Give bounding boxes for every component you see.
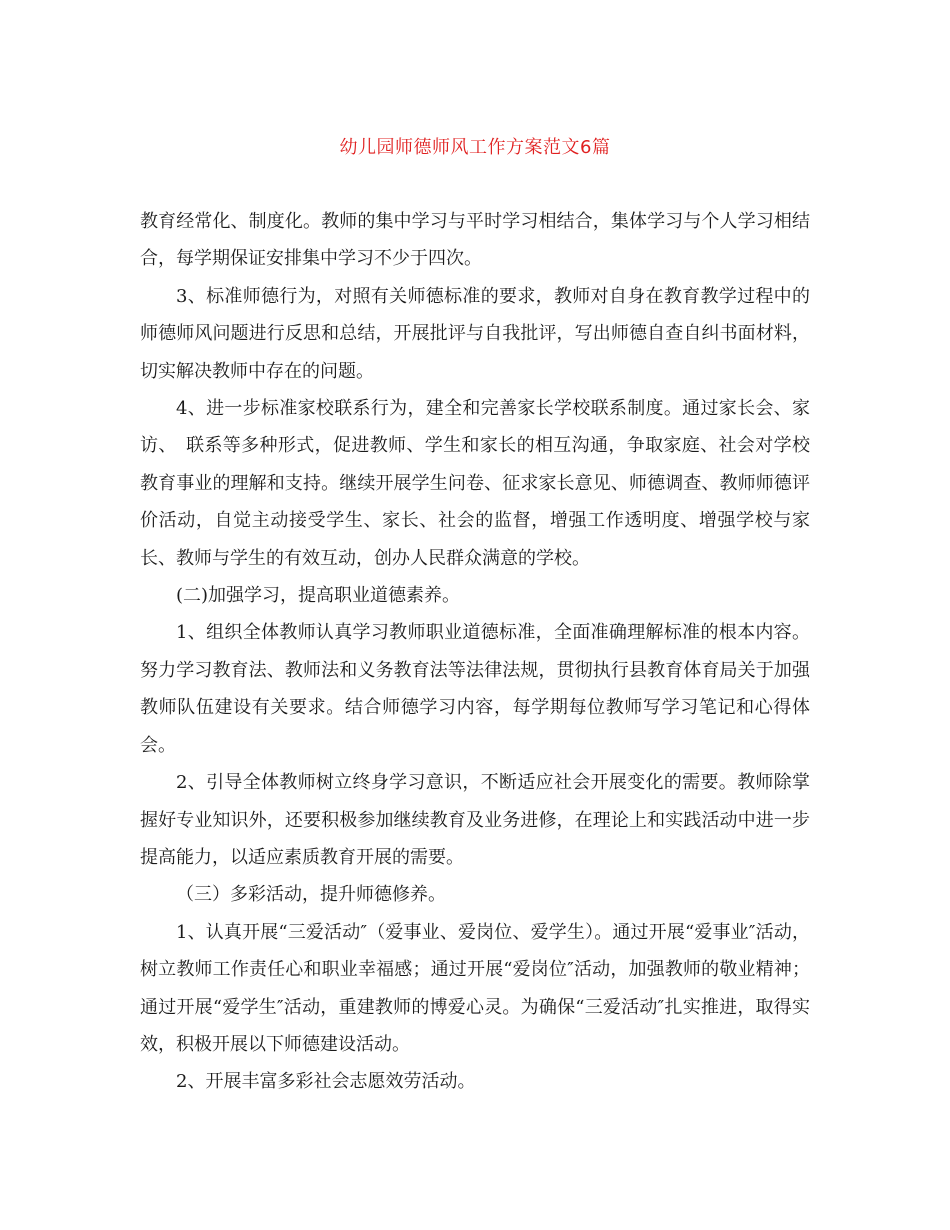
paragraph-item-4: 4、进一步标准家校联系行为，建全和完善家长学校联系制度。通过家长会、家访、 联系等多种形式，促进教师、学生和家长的相互沟通，争取家庭、社会对学校教育事业的理解和支持。继续开展学生问卷、征求家长意见、师德调查、教师师德评价活动，自觉主动接受学生、家长、社会的监督，增强工作透明度、增强学校与家长、教师与学生的有效互动，创办人民群众满意的学校。 (140, 398, 810, 569)
document-title: 幼儿园师德师风工作方案范文6篇 (339, 137, 611, 158)
paragraph-study-2: 2、引导全体教师树立终身学习意识，不断适应社会开展变化的需要。教师除掌握好专业知识外，还要积极参加继续教育及业务进修，在理论上和实践活动中进一步提高能力，以适应素质教育开展的需要。 (140, 772, 810, 868)
section-heading-2: (二)加强学习，提高职业道德素养。 (176, 585, 461, 607)
document-body (140, 203, 810, 1101)
section-heading-3: （三）多彩活动，提升师德修养。 (176, 884, 446, 906)
paragraph-activity-1: 1、认真开展“三爱活动″（爱事业、爱岗位、爱学生）。通过开展“爱事业″活动，树立教师工作责任心和职业幸福感；通过开展“爱岗位″活动，加强教师的敬业精神；通过开展“爱学生″活动，重建教师的博爱心灵。为确保“三爱活动″扎实推进，取得实效，积极开展以下师德建设活动。 (140, 921, 810, 1055)
paragraph-activity-2: 2、开展丰富多彩社会志愿效劳活动。 (176, 1071, 476, 1093)
paragraph-study-1: 1、组织全体教师认真学习教师职业道德标准，全面准确理解标准的根本内容。努力学习教育法、教师法和义务教育法等法律法规，贯彻执行县教育体育局关于加强教师队伍建设有关要求。结合师德学习内容，每学期每位教师写学习笔记和心得体会。 (140, 622, 810, 756)
paragraph-continuation: 教育经常化、制度化。教师的集中学习与平时学习相结合，集体学习与个人学习相结合，每学期保证安排集中学习不少于四次。 (140, 211, 810, 270)
paragraph-item-3: 3、标准师德行为，对照有关师德标准的要求，教师对自身在教育教学过程中的师德师风问题进行反思和总结，开展批评与自我批评，写出师德自查自纠书面材料，切实解决教师中存在的问题。 (140, 285, 810, 382)
